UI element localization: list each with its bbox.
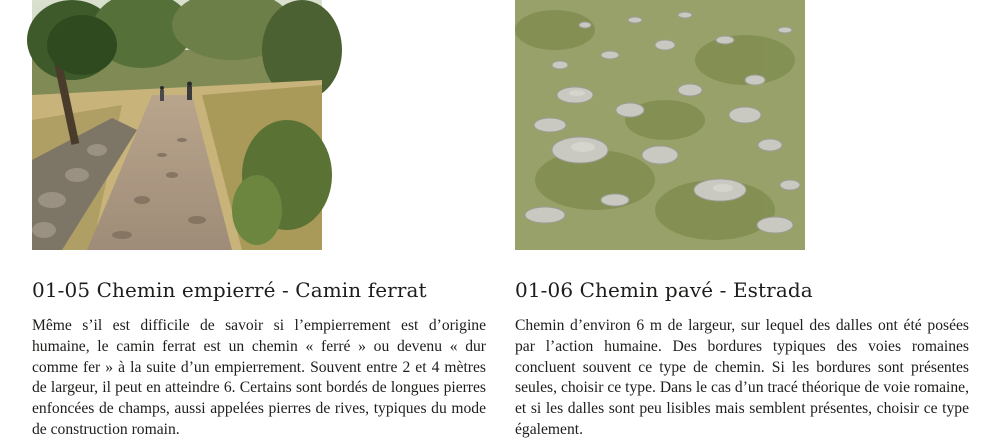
card-chemin-pave <box>515 0 969 438</box>
card-title: 01-05 Chemin empierré - Camin ferrat <box>32 278 427 302</box>
photo-stony-path-image <box>32 0 322 250</box>
photo-paved-road-image <box>515 0 805 250</box>
card-title: 01-06 Chemin pavé - Estrada <box>515 278 813 302</box>
card-chemin-empierre <box>32 0 486 438</box>
card-description: Chemin d’environ 6 m de largeur, sur lequel des dalles ont été posées par l’action humaine. Des bordures typiques des voies romaines concluent souvent ce type de chemin. Si les bordures sont présentes seules, choisir ce type. Dans le cas d’un tracé théorique de voie romaine, et si les dalles sont peu lisibles mais semblent présentes, choisir ce type également. <box>515 317 969 438</box>
card-description: Même s’il est difficile de savoir si l’empierrement est d’origine humaine, le camin ferrat est un chemin « ferré » ou devenu « dur comme fer » à la suite d’un empierrement. Souvent entre 2 et 4 mètres de largeur, il peut en atteindre 6. Certains sont bordés de longues pierres enfoncées de champs, aussi appelées pierres de rives, typiques du mode de construction romain. <box>32 317 486 438</box>
photo-chemin-pave <box>515 0 805 250</box>
photo-chemin-empierre <box>32 0 322 250</box>
